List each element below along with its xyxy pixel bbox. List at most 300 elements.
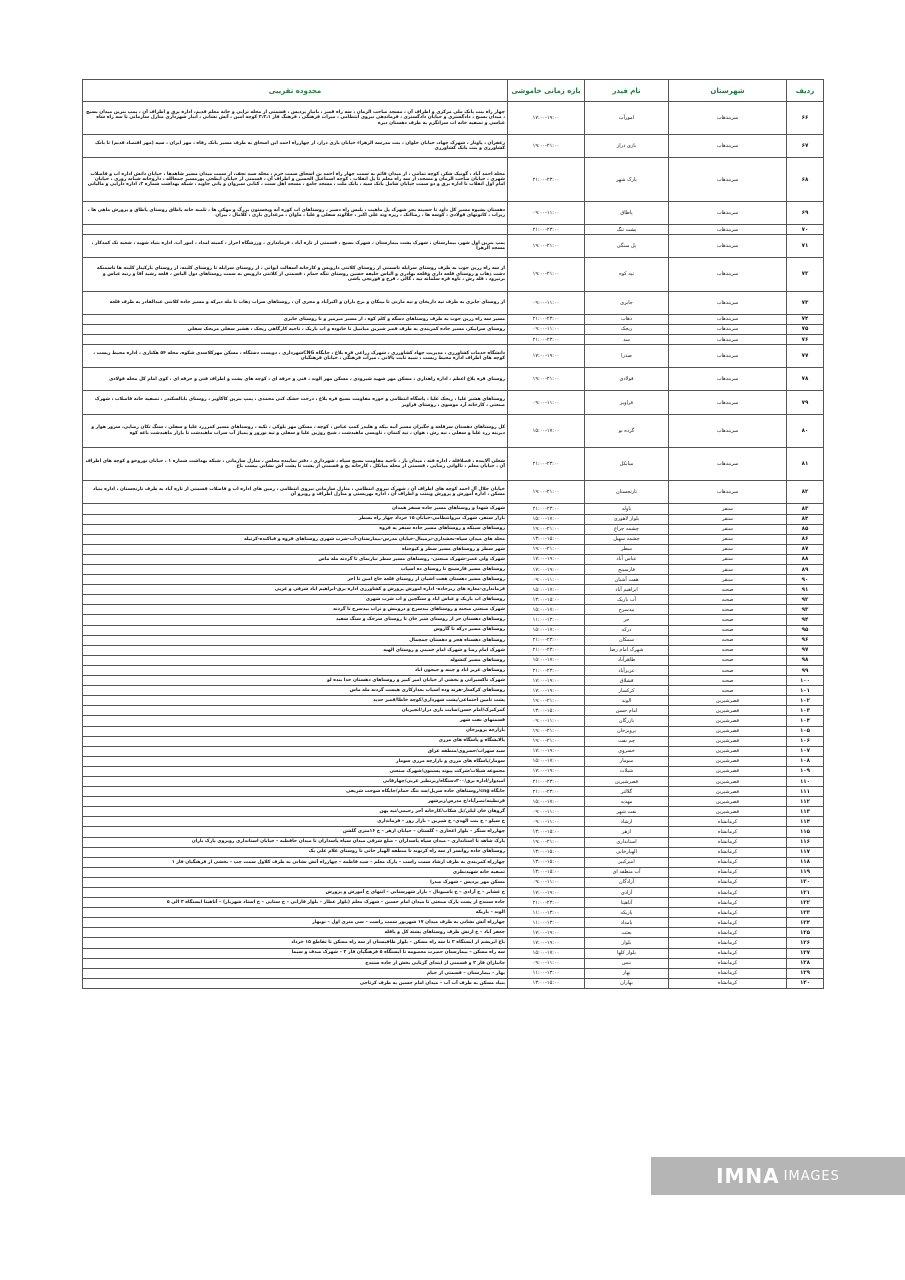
cell-feeder: بازرگان <box>585 716 669 726</box>
cell-period: ۱۷:۰۰-۱۹:۰۰ <box>508 938 585 948</box>
cell-period: ۰۹:۰۰-۱۱:۰۰ <box>508 817 585 827</box>
cell-row-number: ۱۱۳ <box>787 807 824 817</box>
cell-row-number: ۹۴ <box>787 615 824 625</box>
cell-area: روستاهای مسیر کنشوله <box>83 655 508 665</box>
cell-city: صحنه <box>669 625 787 635</box>
table-row <box>83 291 824 314</box>
cell-period: ۰۹:۰۰-۱۱:۰۰ <box>508 324 585 334</box>
cell-city: سنقر <box>669 544 787 554</box>
cell-feeder: بازی دراز <box>585 135 669 158</box>
cell-period: ۱۷:۰۰-۱۹:۰۰ <box>508 676 585 686</box>
watermark <box>651 1157 905 1195</box>
cell-city: کرمانشاه <box>669 827 787 837</box>
cell-feeder: پشت تنگ <box>585 225 669 235</box>
cell-period: ۲۱:۰۰-۲۳:۰۰ <box>508 898 585 908</box>
cell-period: ۱۹:۰۰-۲۱:۰۰ <box>508 696 585 706</box>
cell-city: کرمانشاه <box>669 877 787 887</box>
cell-city: سربندهاب <box>669 368 787 391</box>
table-row <box>83 645 824 655</box>
cell-area: روستای سراپیکر، مسیر جاده کمربندی به طرف قصر شیرین میانبیل تا خانوده و اب باریک ، تاجیه کارگاهی ریجک ، هشیر سفلی مریجک سفلی <box>83 324 508 334</box>
cell-feeder: باوله <box>585 504 669 514</box>
table-row <box>83 807 824 817</box>
cell-feeder: نفت شهر <box>585 807 669 817</box>
cell-row-number: ۱۲۳ <box>787 908 824 918</box>
cell-period: ۱۹:۰۰-۲۱:۰۰ <box>508 235 585 258</box>
cell-period: ۱۷:۰۰-۱۹:۰۰ <box>508 345 585 368</box>
cell-city: قصرشیرین <box>669 756 787 766</box>
cell-area: بازارچه پرویزخان <box>83 726 508 736</box>
cell-feeder: ریجک <box>585 324 669 334</box>
cell-row-number: ۸۰ <box>787 414 824 447</box>
cell-area: بهار – بیمارستان – قسمتی از خیام <box>83 968 508 978</box>
cell-city: کرمانشاه <box>669 968 787 978</box>
cell-city: کرمانشاه <box>669 837 787 847</box>
cell-area: کمرکبرک/امام حسن/سایت بازی دراز/انجیریان <box>83 706 508 716</box>
cell-period: ۱۵:۰۰-۱۷:۰۰ <box>508 605 585 615</box>
cell-row-number: ۸۶ <box>787 534 824 544</box>
cell-feeder: چشمه چراغ <box>585 524 669 534</box>
cell-city: صحنه <box>669 595 787 605</box>
cell-row-number: ۱۱۵ <box>787 827 824 837</box>
cell-city: قصرشیرین <box>669 706 787 716</box>
cell-feeder: فولادی <box>585 368 669 391</box>
table-row <box>83 514 824 524</box>
cell-period: ۲۱:۰۰-۲۳:۰۰ <box>508 645 585 655</box>
cell-row-number: ۷۸ <box>787 368 824 391</box>
table-row <box>83 716 824 726</box>
cell-area: روستاهای دهستان حر از روستای شیر خان تا روستای سرخک و سنگ سفید <box>83 615 508 625</box>
cell-feeder: گلالتر <box>585 787 669 797</box>
cell-area: روستاهای عزیز اباد و چینه و جیجون اباد <box>83 665 508 675</box>
cell-period: ۲۱:۰۰-۲۳:۰۰ <box>508 787 585 797</box>
cell-feeder: حر <box>585 615 669 625</box>
cell-feeder: پاطاق <box>585 201 669 224</box>
cell-feeder: سومار <box>585 756 669 766</box>
cell-area: مجموعه شیلات/شرکت پیوند پسیتون/شهرک صنعتی <box>83 766 508 776</box>
cell-city: کرمانشاه <box>669 908 787 918</box>
cell-city: کرمانشاه <box>669 938 787 948</box>
cell-row-number: ۷۲ <box>787 258 824 291</box>
table-row <box>83 776 824 786</box>
table-row <box>83 504 824 514</box>
cell-feeder: درکه <box>585 625 669 635</box>
cell-city: سربندهاب <box>669 201 787 224</box>
cell-city: سنقر <box>669 504 787 514</box>
table-row <box>83 554 824 564</box>
table-row <box>83 314 824 324</box>
cell-city: صحنه <box>669 605 787 615</box>
cell-row-number: ۱۱۸ <box>787 857 824 867</box>
cell-period: ۱۷:۰۰-۱۹:۰۰ <box>508 554 585 564</box>
cell-period: ۱۷:۰۰-۱۹:۰۰ <box>508 888 585 898</box>
cell-row-number: ۷۱ <box>787 235 824 258</box>
cell-row-number: ۶۶ <box>787 102 824 135</box>
cell-city: قصرشیرین <box>669 746 787 756</box>
cell-city: سربندهاب <box>669 158 787 201</box>
cell-area: شغلی آلاینده ، قصلاقله ، اداره فنه ، میدان بار ، ناحیه مقاومت بسیج سپاه ، شهرداری ، دفتر نماینده مجلس ، منازل سازمانی ، شبکه بهداشت شماره ۱ ، خیابان نوروخو و کوچه های اطراف آن ، خیابان معلم ، تالوانی رضایی ، قسمتی از محله میانکل ، کارخانه یخ و قسمتی از پشت تا پشت آش نشانی بیست باغ <box>83 447 508 480</box>
cell-feeder: آب منطقه ای <box>585 867 669 877</box>
cell-period: ۲۱:۰۰-۲۳:۰۰ <box>508 776 585 786</box>
cell-row-number: ۱۱۴ <box>787 817 824 827</box>
cell-feeder: چشمه سهیل <box>585 534 669 544</box>
cell-row-number: ۸۷ <box>787 544 824 554</box>
cell-period: ۱۳:۰۰-۱۵:۰۰ <box>508 827 585 837</box>
table-row <box>83 847 824 857</box>
cell-area: دانشگاه خدمات کشاورزی ، مدیریت جهاد کشاورزی ، شهرک زراعی قره بلاغ ، جایگاه CNGشهرداری ، دویست دستگاه ، مسکن مهرکلاسدی شکوه، محله ۵۴ هکتاری ، اداره محیط زیست ، کوچه های اطراف اداره محیط زیست ، تنبیه ثابت پالانی ، میراث فرهنگی ، خیابان فرهنگیان <box>83 345 508 368</box>
cell-feeder: سد <box>585 335 669 345</box>
cell-area: روستاهای هشیر علیا ، ریجک علیا ، پاسگاه انتظامی و حوزه مقاومت بسیج قره بلاغ ، درخت خشک کنی محمدی ، پمپ بنزین کاکاویز ، روستای بابالسکندر ، تصفیه خانه فاضلاب ، شهرک صنعتی ، کارخانه آرد موسوی ، روستای فراویز <box>83 391 508 414</box>
cell-area: خ سیلو – خ بنت الهدی– خ شیرین – بازار روز – فرمانداری <box>83 817 508 827</box>
cell-area: روستاهای کرکسار-هرنه وده اسیاب بعدازکاری هیست گردنه مله ماس <box>83 686 508 696</box>
cell-feeder: فارسینج <box>585 565 669 575</box>
cell-feeder: بنس <box>585 958 669 968</box>
cell-city: کرمانشاه <box>669 918 787 928</box>
table-row <box>83 918 824 928</box>
cell-area: محله های میدان سپاه-بخشداری-ترمینال-خیابان مدرس-بیمارستان-آب-شرب شهری روستاهای قروه و قباکنده-کرتیله <box>83 534 508 544</box>
cell-area: شهرک ولی عصر-شهرک صنعتی- روستاهای مسیر سطر تبارنمای تا گردنه مله ماس <box>83 554 508 564</box>
cell-row-number: ۱۰۵ <box>787 726 824 736</box>
cell-city: صحنه <box>669 645 787 655</box>
cell-row-number: ۱۲۵ <box>787 928 824 938</box>
cell-city: صحنه <box>669 665 787 675</box>
cell-row-number: ۹۷ <box>787 645 824 655</box>
cell-city: سنقر <box>669 565 787 575</box>
cell-row-number: ۷۶ <box>787 335 824 345</box>
cell-row-number: ۱۲۶ <box>787 938 824 948</box>
table-row <box>83 736 824 746</box>
cell-feeder: آزادی <box>585 888 669 898</box>
table-row <box>83 345 824 368</box>
cell-feeder: بامداد <box>585 918 669 928</box>
cell-city: سربندهاب <box>669 414 787 447</box>
cell-row-number: ۸۱ <box>787 447 824 480</box>
cell-period: ۱۵:۰۰-۱۷:۰۰ <box>508 797 585 807</box>
cell-row-number: ۱۲۱ <box>787 888 824 898</box>
cell-row-number: ۹۱ <box>787 585 824 595</box>
table-row <box>83 585 824 595</box>
header-row-number: ردیف <box>787 80 824 102</box>
table-row <box>83 534 824 544</box>
cell-period: ۱۵:۰۰-۱۷:۰۰ <box>508 514 585 524</box>
cell-feeder: ارشاد <box>585 817 669 827</box>
cell-area: شهرک شهدا و روستاهای مسیر جاده سنقر همدان <box>83 504 508 514</box>
cell-period: ۱۹:۰۰-۲۱:۰۰ <box>508 368 585 391</box>
cell-row-number: ۷۴ <box>787 314 824 324</box>
cell-area: چهار راه بنت بانک ملی مرکزی و اطراف آن ، مسجد صاحب الزمان ، سه راه قصر ، بانیاز پردیس ، قسمتی از محله ترابی و خانه معلم قدیم، اداره برق و اطراف آن ، پمپ بنزین میدان بسیج ، میدان بسیج ، دادگستری و خیابان دادگستری ، فرماندهی نیروی انتظامی ، میراث فرهنگی ، فرهنگ فاز ۳،۲،۱ کوچه امین ، آتش نشانی ، انبار شهرداری منازل سازمانی تا سه راه شاه عباسی و تصفیه خانه اب سرانگرم به طرف دهستان دیره <box>83 102 508 135</box>
cell-row-number: ۶۷ <box>787 135 824 158</box>
cell-period: ۱۵:۰۰-۱۷:۰۰ <box>508 414 585 447</box>
cell-area: باغ ابریشم از ایستگاه ۲ تا سه راه مسکن – بلوار طاقبستان از سه راه مسکن تا تقاطع ۱۵ خرداد <box>83 938 508 948</box>
cell-period: ۰۹:۰۰-۱۱:۰۰ <box>508 291 585 314</box>
cell-row-number: ۱۱۲ <box>787 797 824 807</box>
cell-period: ۰۹:۰۰-۱۱:۰۰ <box>508 716 585 726</box>
cell-row-number: ۹۹ <box>787 665 824 675</box>
cell-city: قصرشیرین <box>669 797 787 807</box>
cell-city: قصرشیرین <box>669 776 787 786</box>
cell-feeder: فراویز <box>585 391 669 414</box>
cell-period: ۱۷:۰۰-۱۹:۰۰ <box>508 928 585 938</box>
cell-period: ۱۳:۰۰-۱۵:۰۰ <box>508 847 585 857</box>
cell-area: تصفیه خانه شهیدنظری <box>83 867 508 877</box>
cell-period: ۱۹:۰۰-۲۱:۰۰ <box>508 258 585 291</box>
cell-period: ۱۱:۰۰-۱۳:۰۰ <box>508 908 585 918</box>
cell-row-number: ۷۳ <box>787 291 824 314</box>
table-row <box>83 676 824 686</box>
table-row <box>83 481 824 504</box>
table-row <box>83 928 824 938</box>
cell-city: سربندهاب <box>669 225 787 235</box>
table-row <box>83 524 824 534</box>
table-row <box>83 726 824 736</box>
cell-feeder: جابری <box>585 291 669 314</box>
table-row <box>83 158 824 201</box>
cell-area: روستاهای سینکه و روستاهای مسیر جاده سنقر به قروه <box>83 524 508 534</box>
cell-area: شهرک تاکسیرانی و بخشی از خیابان امیر کبیر و روستاهای دهستان خدا بنده لو <box>83 676 508 686</box>
cell-feeder: امام حسن <box>585 706 669 716</box>
cell-area: شهرک صنعتی صحنه و روستاهای بیدسرخ و دروبنش و تراب بیدسرخ تا گردنه <box>83 605 508 615</box>
cell-period: ۱۹:۰۰-۲۱:۰۰ <box>508 837 585 847</box>
cell-feeder: کرکسار <box>585 686 669 696</box>
cell-city: قصرشیرین <box>669 716 787 726</box>
cell-area: شهرک امام رضا و شهرک امام خمینی و روستای الهیه <box>83 645 508 655</box>
cell-row-number: ۹۶ <box>787 635 824 645</box>
table-row <box>83 368 824 391</box>
cell-city: قصرشیرین <box>669 807 787 817</box>
header-area: محدوده تقریبی <box>83 80 508 102</box>
cell-feeder: آب باریک <box>585 595 669 605</box>
cell-row-number: ۹۸ <box>787 655 824 665</box>
cell-area: از سه راه زرین جوب به طرف روستای سرابله تاسمتی از روستای کلانتی داروپس و کارخانه آسفالت ایوانی ، از روستای سرابله تا روستای کلیته، از روستای بارکینار کلیته ها تاسمنکه دشت ذهاب و روستای قلعه داری وقلعه بهادری و الیاس خلیفه حسین روستای تنگه حمام ، قسمتی از کلانتی داروپس به سمت روستاهای دول الیاس ، قلعه رشید آقا و زنبه عباس و برنیزود ، قله رش ، تاوه قره سلمانه تپه ، گالی ، فرخ و قورنجی باشی <box>83 258 508 291</box>
cell-area: سومار/پاسگاه های مرزی و بازارچه مرزی سومار <box>83 756 508 766</box>
table-row <box>83 595 824 605</box>
cell-city: سربندهاب <box>669 391 787 414</box>
cell-row-number: ۸۸ <box>787 554 824 564</box>
cell-city: کرمانشاه <box>669 928 787 938</box>
cell-period: ۲۱:۰۰-۲۳:۰۰ <box>508 635 585 645</box>
cell-feeder: آتاهیتا <box>585 898 669 908</box>
cell-row-number: ۱۱۰ <box>787 776 824 786</box>
cell-area: پارک شاهد تا استانداری – میدان سپاه پاسداران – ضلع شرقی میدان سپاه پاسداران تا میدان حافظیه – خیابان استانداری روبروی پارک باران <box>83 837 508 847</box>
cell-row-number: ۱۲۴ <box>787 918 824 928</box>
table-row <box>83 258 824 291</box>
table-row <box>83 756 824 766</box>
cell-row-number: ۱۱۶ <box>787 837 824 847</box>
cell-row-number: ۱۰۳ <box>787 706 824 716</box>
table-row <box>83 414 824 447</box>
cell-feeder: میانکل <box>585 447 669 480</box>
cell-row-number: ۷۹ <box>787 391 824 414</box>
cell-period: ۱۹:۰۰-۲۱:۰۰ <box>508 481 585 504</box>
cell-period: ۲۱:۰۰-۲۳:۰۰ <box>508 335 585 345</box>
cell-row-number: ۱۰۱ <box>787 686 824 696</box>
cell-feeder: آزادگان <box>585 877 669 887</box>
cell-feeder: پرویزخان <box>585 726 669 736</box>
cell-feeder: پارک شهر <box>585 158 669 201</box>
table-row <box>83 635 824 645</box>
cell-area: روستای قره بلاغ اعظم ، اداره راهداری ، مسکن مهر شهید شیرودی ، مسکن مهر الوند ، فنی و حرفه ای ، کوچه های پشت و اطراف فنی و حرفه ای ، کوی امام کل محله فولادی <box>83 368 508 391</box>
cell-feeder: سمکان <box>585 635 669 645</box>
cell-city: کرمانشاه <box>669 958 787 968</box>
table-row <box>83 888 824 898</box>
cell-city: صحنه <box>669 635 787 645</box>
table-header-row <box>83 80 824 102</box>
table-row <box>83 447 824 480</box>
cell-city: سنقر <box>669 554 787 564</box>
cell-row-number: ۹۲ <box>787 595 824 605</box>
cell-feeder: بلوار کلها <box>585 948 669 958</box>
cell-period: ۱۱:۰۰-۱۳:۰۰ <box>508 968 585 978</box>
cell-feeder: الهیارخانی <box>585 847 669 857</box>
table-row <box>83 797 824 807</box>
table-row <box>83 696 824 706</box>
cell-area: قرنطینه/نصرآباد/خ مدرس/زیرشهر <box>83 797 508 807</box>
cell-row-number: ۶۸ <box>787 158 824 201</box>
cell-area: روستاهای دهستاه هجر و دهستان چمچمال <box>83 635 508 645</box>
cell-area: چهارراه کمربندی به طرف ارشاد سمت راست – پارک معلم – سید فاطمه – چهارراه آتش نشانی به طرف کلاول سمت چپ – بخشی از فرهنگیان فاز ۱ <box>83 857 508 867</box>
cell-area: بنیاد مسکن به طرف آب آب – میدان امام حسین به طرف کرتاجی <box>83 978 508 988</box>
cell-feeder: سطر <box>585 544 669 554</box>
cell-feeder: نارنجستان <box>585 481 669 504</box>
cell-period: ۱۵:۰۰-۱۷:۰۰ <box>508 655 585 665</box>
cell-feeder: قشلاق <box>585 676 669 686</box>
cell-city: سنقر <box>669 575 787 585</box>
cell-city: قصرشیرین <box>669 787 787 797</box>
outage-schedule-table <box>82 79 824 989</box>
cell-feeder: بهار <box>585 968 669 978</box>
cell-row-number: ۷۵ <box>787 324 824 334</box>
cell-feeder: امورآب <box>585 102 669 135</box>
table-row <box>83 625 824 635</box>
cell-feeder: بلوار <box>585 938 669 948</box>
cell-area: خیابان جلال آل احمد کوچه های اطراف آن ، شهرک نیروی انتظامی ، منازل سازمانی نیروی انتظامی ، زمین های اداره اب و فاضلاب قسمتی از تازه آباد به طرف نارنجستان ، اداره بنیاد مسکن ، اداره آموزش و پرورش وبنتب و اطراف آن ، اداره بهزیستی و منازل اطراف و روبرو آن <box>83 481 508 504</box>
cell-area: جانبازان فاز ۲ و قسمتی از ابتدای گرنایی بخش از جاده سنندج <box>83 958 508 968</box>
cell-city: صحنه <box>669 585 787 595</box>
cell-area: روستاهای مسیر درکه تا گاروس <box>83 625 508 635</box>
cell-row-number: ۱۲۸ <box>787 958 824 968</box>
header-city: شهرستان <box>669 80 787 102</box>
cell-feeder: باریکه <box>585 908 669 918</box>
cell-row-number: ۷۷ <box>787 345 824 368</box>
cell-feeder: بهاران <box>585 978 669 988</box>
cell-row-number: ۶۹ <box>787 201 824 224</box>
table-row <box>83 605 824 615</box>
cell-period: ۱۳:۰۰-۱۵:۰۰ <box>508 706 585 716</box>
cell-city: سربندهاب <box>669 324 787 334</box>
table-row <box>83 575 824 585</box>
cell-feeder: شهرک امام رضا <box>585 645 669 655</box>
cell-city: سربندهاب <box>669 135 787 158</box>
cell-row-number: ۸۳ <box>787 504 824 514</box>
cell-row-number: ۸۴ <box>787 514 824 524</box>
cell-row-number: ۸۹ <box>787 565 824 575</box>
table-row <box>83 706 824 716</box>
cell-city: سنقر <box>669 514 787 524</box>
cell-city: قصرشیرین <box>669 726 787 736</box>
cell-period: ۲۱:۰۰-۲۳:۰۰ <box>508 447 585 480</box>
cell-row-number: ۱۰۲ <box>787 696 824 706</box>
cell-period: ۰۹:۰۰-۱۱:۰۰ <box>508 391 585 414</box>
cell-feeder: هفت آشیان <box>585 575 669 585</box>
table-row <box>83 235 824 258</box>
cell-row-number: ۱۲۲ <box>787 898 824 908</box>
cell-area: مسکن مهر پردیس – شهرک صدرا <box>83 877 508 887</box>
cell-area: سید سهراب/خسروی/منطقه عراق <box>83 746 508 756</box>
cell-row-number: ۱۳۰ <box>787 978 824 988</box>
table-row <box>83 544 824 554</box>
cell-feeder: صدرا <box>585 345 669 368</box>
table-row <box>83 837 824 847</box>
cell-city: قصرشیرین <box>669 736 787 746</box>
cell-area: چهارراه سنگر – بلوار اعجازی – گلستان – خیابان ازهر – خ ۱۶متری گلشن <box>83 827 508 837</box>
cell-period: ۱۹:۰۰-۲۱:۰۰ <box>508 736 585 746</box>
cell-row-number: ۹۰ <box>787 575 824 585</box>
table-row <box>83 201 824 224</box>
table-row <box>83 324 824 334</box>
table-row <box>83 898 824 908</box>
cell-feeder: ابراهیم آباد <box>585 585 669 595</box>
header-period: بازه زمانی خاموشی <box>508 80 585 102</box>
cell-feeder: امیرکبیر <box>585 857 669 867</box>
table-row <box>83 102 824 135</box>
cell-feeder: استانداری <box>585 837 669 847</box>
table-row <box>83 225 824 235</box>
cell-period: ۰۹:۰۰-۱۱:۰۰ <box>508 877 585 887</box>
table-row <box>83 655 824 665</box>
cell-row-number: ۱۰۹ <box>787 766 824 776</box>
table-row <box>83 615 824 625</box>
cell-city: کرمانشاه <box>669 898 787 908</box>
cell-period: ۱۷:۰۰-۱۹:۰۰ <box>508 746 585 756</box>
cell-row-number: ۱۱۹ <box>787 867 824 877</box>
cell-city: سربندهاب <box>669 335 787 345</box>
cell-area: مسیر سه راه زرین جوب به طرف روستاهای دسگه و کلم کوه ، از مسیر میرمیر و تا روستای جابری <box>83 314 508 324</box>
cell-row-number: ۹۳ <box>787 605 824 615</box>
cell-city: کرمانشاه <box>669 817 787 827</box>
cell-city: سربندهاب <box>669 314 787 324</box>
cell-period: ۱۳:۰۰-۱۵:۰۰ <box>508 867 585 877</box>
table-row <box>83 978 824 988</box>
cell-row-number: ۱۱۷ <box>787 847 824 857</box>
cell-row-number: ۱۰۷ <box>787 746 824 756</box>
cell-feeder: قصرشیرین <box>585 776 669 786</box>
watermark-brand: IMNA <box>716 1164 780 1188</box>
cell-area <box>83 225 508 235</box>
table-row <box>83 908 824 918</box>
cell-feeder: مهدیه <box>585 797 669 807</box>
cell-period: ۱۷:۰۰-۱۹:۰۰ <box>508 102 585 135</box>
table-row <box>83 391 824 414</box>
cell-city: صحنه <box>669 655 787 665</box>
cell-period: ۲۱:۰۰-۲۳:۰۰ <box>508 225 585 235</box>
cell-area: پشت تامین اجتماعی/پشت شهرداری/کوچه خاطا/قصر جدید <box>83 696 508 706</box>
cell-feeder: تپه کوه <box>585 258 669 291</box>
cell-period: ۱۷:۰۰-۱۹:۰۰ <box>508 686 585 696</box>
table-row <box>83 867 824 877</box>
cell-feeder: عزیزآباد <box>585 665 669 675</box>
cell-feeder: بلوار لاهوری <box>585 514 669 524</box>
cell-period: ۱۳:۰۰-۱۵:۰۰ <box>508 595 585 605</box>
cell-period: ۲۱:۰۰-۲۳:۰۰ <box>508 314 585 324</box>
cell-row-number: ۱۰۴ <box>787 716 824 726</box>
cell-period: ۱۱:۰۰-۱۳:۰۰ <box>508 615 585 625</box>
cell-city: کرمانشاه <box>669 948 787 958</box>
cell-row-number: ۱۲۹ <box>787 968 824 978</box>
cell-row-number: ۷۰ <box>787 225 824 235</box>
cell-row-number: ۹۵ <box>787 625 824 635</box>
cell-area: خ عشایر – خ آزادی – خ ناصیونال – بازار شهرستانی – انتهای خ آموزش و پرورش <box>83 888 508 898</box>
cell-city: سربندهاب <box>669 258 787 291</box>
cell-city: صحنه <box>669 676 787 686</box>
